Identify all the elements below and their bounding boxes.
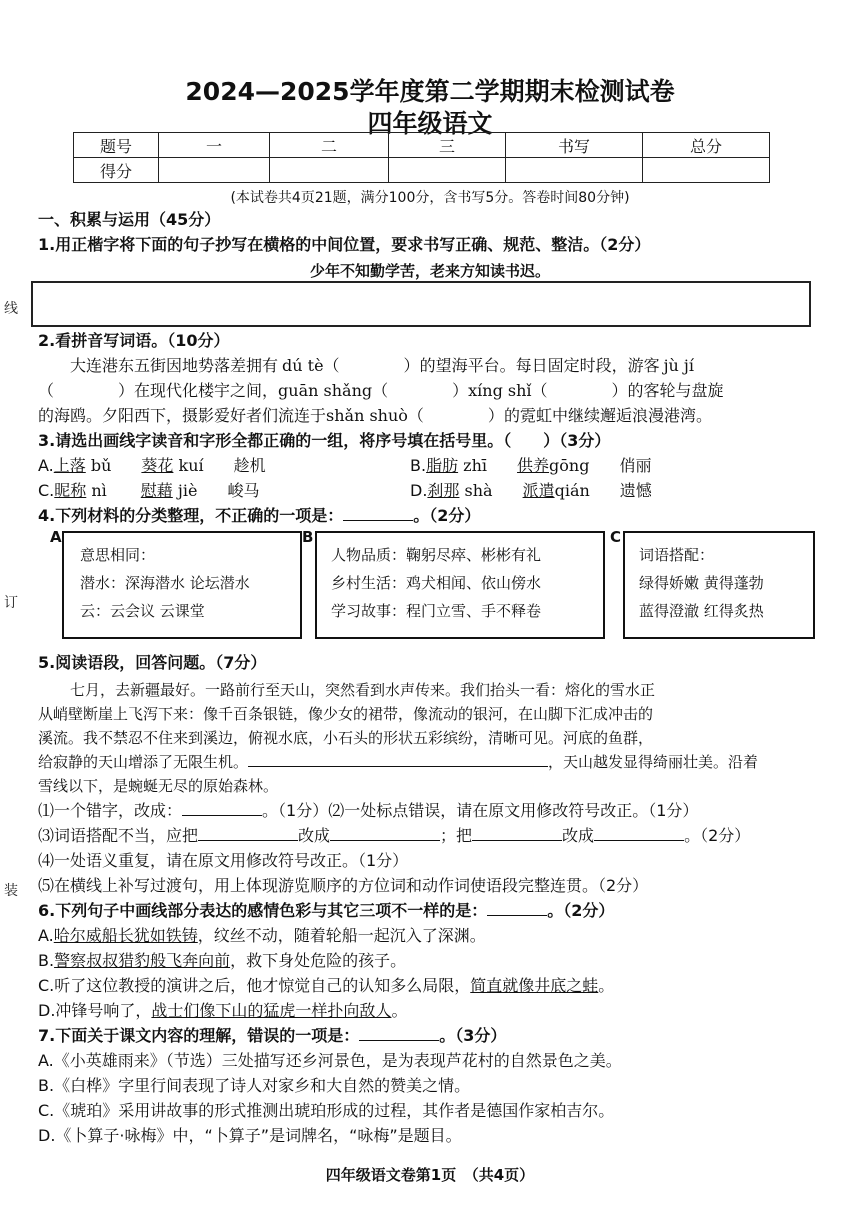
q1-writing-box[interactable] [31,281,811,327]
option-underlined: 简直就像井底之蛙 [470,976,599,995]
pinyin: dú tè [282,356,324,375]
pinyin: zhī [463,456,488,475]
score-entry[interactable] [159,158,270,183]
score-table [73,132,770,183]
q2-text: 大连港东五街因地势落差拥有 [70,356,279,375]
pinyin: xíng shǐ [468,381,532,400]
option-text: D.冲锋号响了， [38,1001,152,1020]
q5-transition-blank[interactable] [248,752,548,767]
option-word: 趁机 [233,456,266,475]
q5-typo-blank[interactable] [182,801,262,816]
box-c-line: 绿得娇嫩 黄得蓬勃 [639,574,764,592]
section-heading: 一、积累与运用（45分） [38,210,221,229]
box-a-label: A [50,528,62,546]
q5-passage-line [38,751,758,773]
option-underlined: 战士们像下山的猛虎一样扑向敌人 [151,1001,392,1020]
option-text: ，纹丝不动，随着轮船一起沉入了深渊。 [197,926,486,945]
q5-sub-text: 。（2分） [684,826,751,845]
q5-passage-text: ，天山越发显得绮丽壮美。沿着 [548,753,759,771]
q2-answer-3[interactable]: （ ） [372,381,469,400]
q6-stem-points: 。（2分） [547,901,615,920]
q2-text: 在现代化楼宇之间， [134,381,279,400]
option-text: 。 [598,976,615,995]
option-word: 遗憾 [619,481,652,500]
score-table-score-row [74,158,770,183]
exam-title: 2024—2025学年度第二学期期末检测试卷 [185,77,675,106]
q5-blank[interactable] [198,826,298,841]
q7-stem-points: 。（3分） [439,1026,507,1045]
q3-option-a[interactable] [38,455,266,477]
q7-option-a[interactable]: A.《小英雄雨来》（节选）三处描写还乡河景色，是为表现芦花村的自然景色之美。 [38,1051,622,1070]
box-b-line: 人物品质：鞠躬尽瘁、彬彬有礼 [331,546,542,564]
option-word: 慰藉 [140,481,173,500]
score-cell: 一 [159,133,270,158]
score-entry[interactable] [389,158,506,183]
box-c-line: 蓝得澄澈 红得炙热 [639,602,764,620]
box-a [62,531,302,639]
q5-passage-text: 给寂静的天山增添了无限生机。 [38,753,249,771]
box-b-line: 学习故事：程门立雪、手不释卷 [331,602,542,620]
q2-line2 [38,380,724,402]
q5-stem: 5.阅读语段，回答问题。（7分） [38,653,267,672]
exam-note: (本试卷共4页21题，满分100分，含书写5分。答卷时间80分钟) [230,190,630,206]
option-underlined: 警察叔叔猎豹般飞奔向前 [54,951,231,970]
margin-mark: 装 [4,883,18,899]
margin-mark: 线 [4,301,18,317]
q1-sentence: 少年不知勤学苦，老来方知读书迟。 [309,262,550,280]
option-word: 刹那 [427,481,460,500]
option-text: 。 [391,1001,408,1020]
q7-stem-text: 7.下面关于课文内容的理解，错误的一项是： [38,1026,360,1045]
q6-option-d[interactable] [38,1000,407,1022]
option-word: 俏丽 [619,456,652,475]
box-c-line: 词语搭配： [639,546,715,564]
q6-option-b[interactable]: B.警察叔叔猎豹般飞奔向前，救下身处危险的孩子。 [38,951,407,970]
box-a-line: 潜水：深海潜水 论坛潜水 [80,574,250,592]
q1-stem: 1.用正楷字将下面的句子抄写在横格的中间位置，要求书写正确、规范、整洁。（2分） [38,235,651,254]
q7-option-d[interactable]: D.《卜算子·咏梅》中，“卜算子”是词牌名，“咏梅”是题目。 [38,1126,462,1145]
q2-answer-1[interactable]: （ ） [323,356,420,375]
box-b-label: B [302,528,314,546]
box-a-line: 云：云会议 云课堂 [80,602,205,620]
score-cell: 书写 [506,133,643,158]
pinyin: qián [554,481,590,500]
q5-sub5: ⑸在横线上补写过渡句，用上体现游览顺序的方位词和动作词使语段完整连贯。（2分） [38,876,649,895]
q5-sub-text: 改成 [562,826,595,845]
pinyin: gōng [549,456,590,475]
pinyin: jiè [177,481,198,500]
q7-answer-blank[interactable] [359,1026,439,1041]
option-word: 昵称 [54,481,87,500]
q5-blank[interactable] [594,826,684,841]
score-entry[interactable] [270,158,389,183]
q2-text: 的望海平台。每日固定时段，游客 [419,356,660,375]
option-label: B. [410,456,427,475]
score-cell: 题号 [74,133,159,158]
pinyin: jù jí [663,356,695,375]
option-word: 派遣 [522,481,555,500]
score-entry[interactable] [506,158,643,183]
q6-stem [38,900,614,922]
q2-text: 的客轮与盘旋 [627,381,724,400]
q5-passage-line: 从峭壁断崖上飞泻下来：像千百条银链，像少女的裙带，像流动的银河，在山脚下汇成冲击的 [38,705,654,723]
q6-stem-text: 6.下列句子中画线部分表达的感情色彩与其它三项不一样的是： [38,901,488,920]
q3-option-b[interactable] [410,455,651,477]
q5-sub-text: 。（1分）⑵一处标点错误，请在原文用修改符号改正。（1分） [262,801,699,820]
q4-stem [38,505,480,527]
q5-sub4: ⑷一处语义重复，请在原文用修改符号改正。（1分） [38,851,409,870]
pinyin: shǎn shuò [326,406,408,425]
score-cell: 二 [270,133,389,158]
q3-option-d[interactable] [410,480,652,502]
q5-passage-line: 溪流。我不禁忍不住来到溪边，俯视水底，小石头的形状五彩缤纷，清晰可见。河底的鱼群， [38,729,654,747]
q3-option-c[interactable] [38,480,259,502]
box-c [623,531,815,639]
q6-option-c[interactable] [38,975,614,997]
pinyin: guān shǎng [278,381,373,400]
pinyin: nì [91,481,107,500]
score-cell: 总分 [643,133,770,158]
q7-option-b[interactable]: B.《白桦》字里行间表现了诗人对家乡和大自然的赞美之情。 [38,1076,471,1095]
option-label: C. [38,481,55,500]
option-word: 上落 [53,456,86,475]
q2-stem: 2.看拼音写词语。（10分） [38,331,230,350]
page-footer: 四年级语文卷第1页 （共4页） [325,1166,535,1184]
option-text: C.听了这位教授的演讲之后，他才惊觉自己的认知多么局限， [38,976,471,995]
q2-answer-5[interactable]: （ ） [407,406,504,425]
box-b-line: 乡村生活：鸡犬相闻、依山傍水 [331,574,542,592]
q4-answer-blank[interactable] [343,506,413,521]
q5-blank[interactable] [472,826,562,841]
q4-stem-points: 。（2分） [413,506,481,525]
margin-mark: 订 [4,595,18,611]
box-a-line: 意思相同： [80,546,156,564]
exam-subtitle: 四年级语文 [367,109,493,138]
q7-stem [38,1025,506,1047]
q7-option-c[interactable]: C.《琥珀》采用讲故事的形式推测出琥珀形成的过程，其作者是德国作家柏吉尔。 [38,1101,615,1120]
q5-sub-text: ⑴一个错字，改成： [38,801,183,820]
option-label: D. [410,481,428,500]
q2-answer-4[interactable]: （ ） [531,381,628,400]
option-word: 峻马 [227,481,260,500]
option-text: ，救下身处危险的孩子。 [230,951,407,970]
q2-line3 [38,405,712,427]
q5-sub3 [38,825,750,847]
option-word: 脂肪 [426,456,459,475]
pinyin: kuí [178,456,204,475]
score-cell: 三 [389,133,506,158]
q5-blank[interactable] [330,826,440,841]
q2-text: 的霓虹中继续邂逅浪漫港湾。 [503,406,712,425]
q5-sub-text: ；把 [440,826,473,845]
option-word: 供养 [517,456,550,475]
box-c-label: C [610,528,622,546]
q5-sub1 [38,800,698,822]
q5-sub-text: 改成 [298,826,331,845]
q4-stem-text: 4.下列材料的分类整理，不正确的一项是： [38,506,344,525]
pinyin: shà [464,481,493,500]
q6-option-a[interactable]: A.哈尔威船长犹如铁铸，纹丝不动，随着轮船一起沉入了深渊。 [38,926,486,945]
q5-passage-line: 雪线以下，是蜿蜒无尽的原始森林。 [38,777,279,795]
q2-text: 的海鸥。夕阳西下，摄影爱好者们流连于 [38,406,327,425]
q2-answer-2[interactable]: （ ） [38,381,135,400]
q5-sub-text: ⑶词语搭配不当，应把 [38,826,199,845]
option-underlined: 哈尔威船长犹如铁铸 [53,926,198,945]
q6-answer-blank[interactable] [487,901,547,916]
q3-stem: 3.请选出画线字读音和字形全都正确的一组，将序号填在括号里。（ ）（3分） [38,431,611,450]
score-table-header-row [74,133,770,158]
score-cell: 得分 [74,158,159,183]
score-entry[interactable] [643,158,770,183]
option-label: A. [38,456,54,475]
box-b [315,531,605,639]
option-word: 葵花 [141,456,174,475]
pinyin: bǔ [90,456,112,475]
q5-passage-line: 七月，去新疆最好。一路前行至天山，突然看到水声传来。我们抬头一看：熔化的雪水正 [70,681,656,699]
q2-line1 [70,355,694,377]
